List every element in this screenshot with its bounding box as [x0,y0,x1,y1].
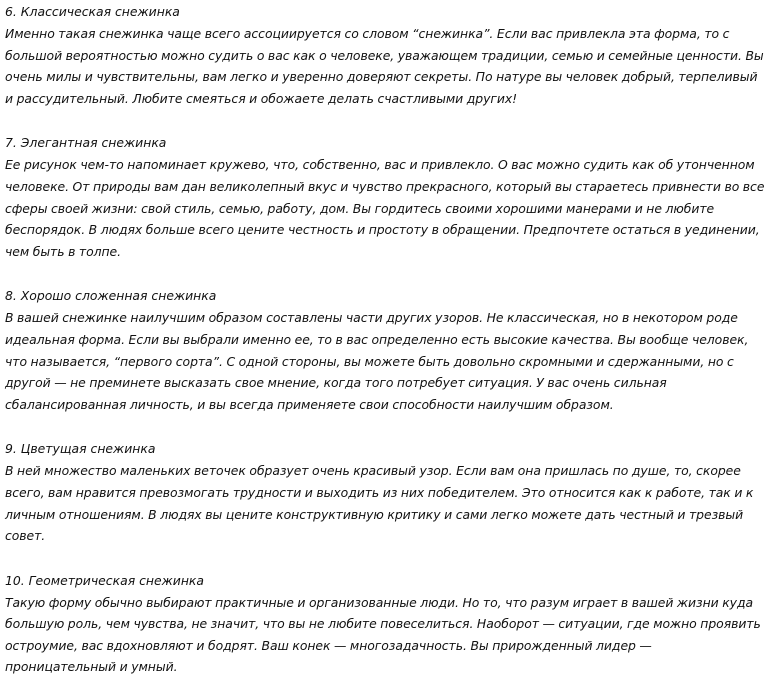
section-text: В вашей снежинке наилучшим образом составлены части других узоров. Не классическая, но в некотором роде идеальная форма. Если вы выбрали именно ее, то в вас определенно есть высокие качества. Вы вообще человек, что называется, “первого сорта”. С одной стороны, вы можете быть довольно скромными и сдержанными, но с другой — не преминете высказать свое мнение, когда того потребует ситуация. У вас очень сильная сбалансированная личность, и вы всегда применяете свои способности наилучшим образом. [5,310,749,412]
section-heading: 9. Цветущая снежинка [5,441,156,457]
section-text: Такую форму обычно выбирают практичные и организованные люди. Но то, что разум играет в вашей жизни куда большую роль, чем чувства, не значит, что вы не любите повеселиться. Наоборот — ситуации, где можно проявить остроумие, вас вдохновляют и бодрят. Ваш конек — многозадачность. Вы прирожденный лидер — проницательный и умный. [5,594,761,675]
section-geometric-snowflake [5,569,765,678]
section-spacer [5,109,765,131]
section-elegant-snowflake [5,131,765,262]
section-well-formed-snowflake [5,284,765,415]
section-blooming-snowflake [5,437,765,546]
section-heading: 6. Классическая снежинка [5,4,180,19]
article-content [5,0,765,678]
section-classic-snowflake [5,0,765,109]
section-text: Ее рисунок чем-то напоминает кружево, что, собственно, вас и привлекло. О вас можно судить как об утонченном человеке. От природы вам дан великолепный вкус и чувство прекрасного, который вы стараетесь привнести во все сферы своей жизни: свой стиль, семью, работу, дом. Вы гордитесь своими хорошими манерами и не любите беспорядок. В людях больше всего цените честность и простоту в обращении. Предпочтете остаться в уединении, чем быть в толпе. [5,157,765,259]
section-heading: 7. Элегантная снежинка [5,135,167,151]
section-heading: 8. Хорошо сложенная снежинка [5,288,217,304]
section-spacer [5,415,765,437]
section-text: Именно такая снежинка чаще всего ассоциируется со словом “снежинка”. Если вас привлекла эта форма, то с большой вероятностью можно судить о вас как о человеке, уважающем традиции, семью и семейные ценности. Вы очень милы и чувствительны, вам легко и уверенно доверяют секреты. По натуре вы человек добрый, терпеливый и рассудительный. Любите смеяться и обожаете делать счастливыми других! [5,26,764,106]
section-text: В ней множество маленьких веточек образует очень красивый узор. Если вам она пришлась по душе, то, скорее всего, вам нравится превозмогать трудности и выходить из них победителем. Это относится как к работе, так и к личным отношениям. В людях вы цените конструктивную критику и сами легко можете дать честный и трезвый совет. [5,463,754,544]
section-heading: 10. Геометрическая снежинка [5,572,205,588]
section-spacer [5,262,765,284]
section-spacer [5,547,765,569]
